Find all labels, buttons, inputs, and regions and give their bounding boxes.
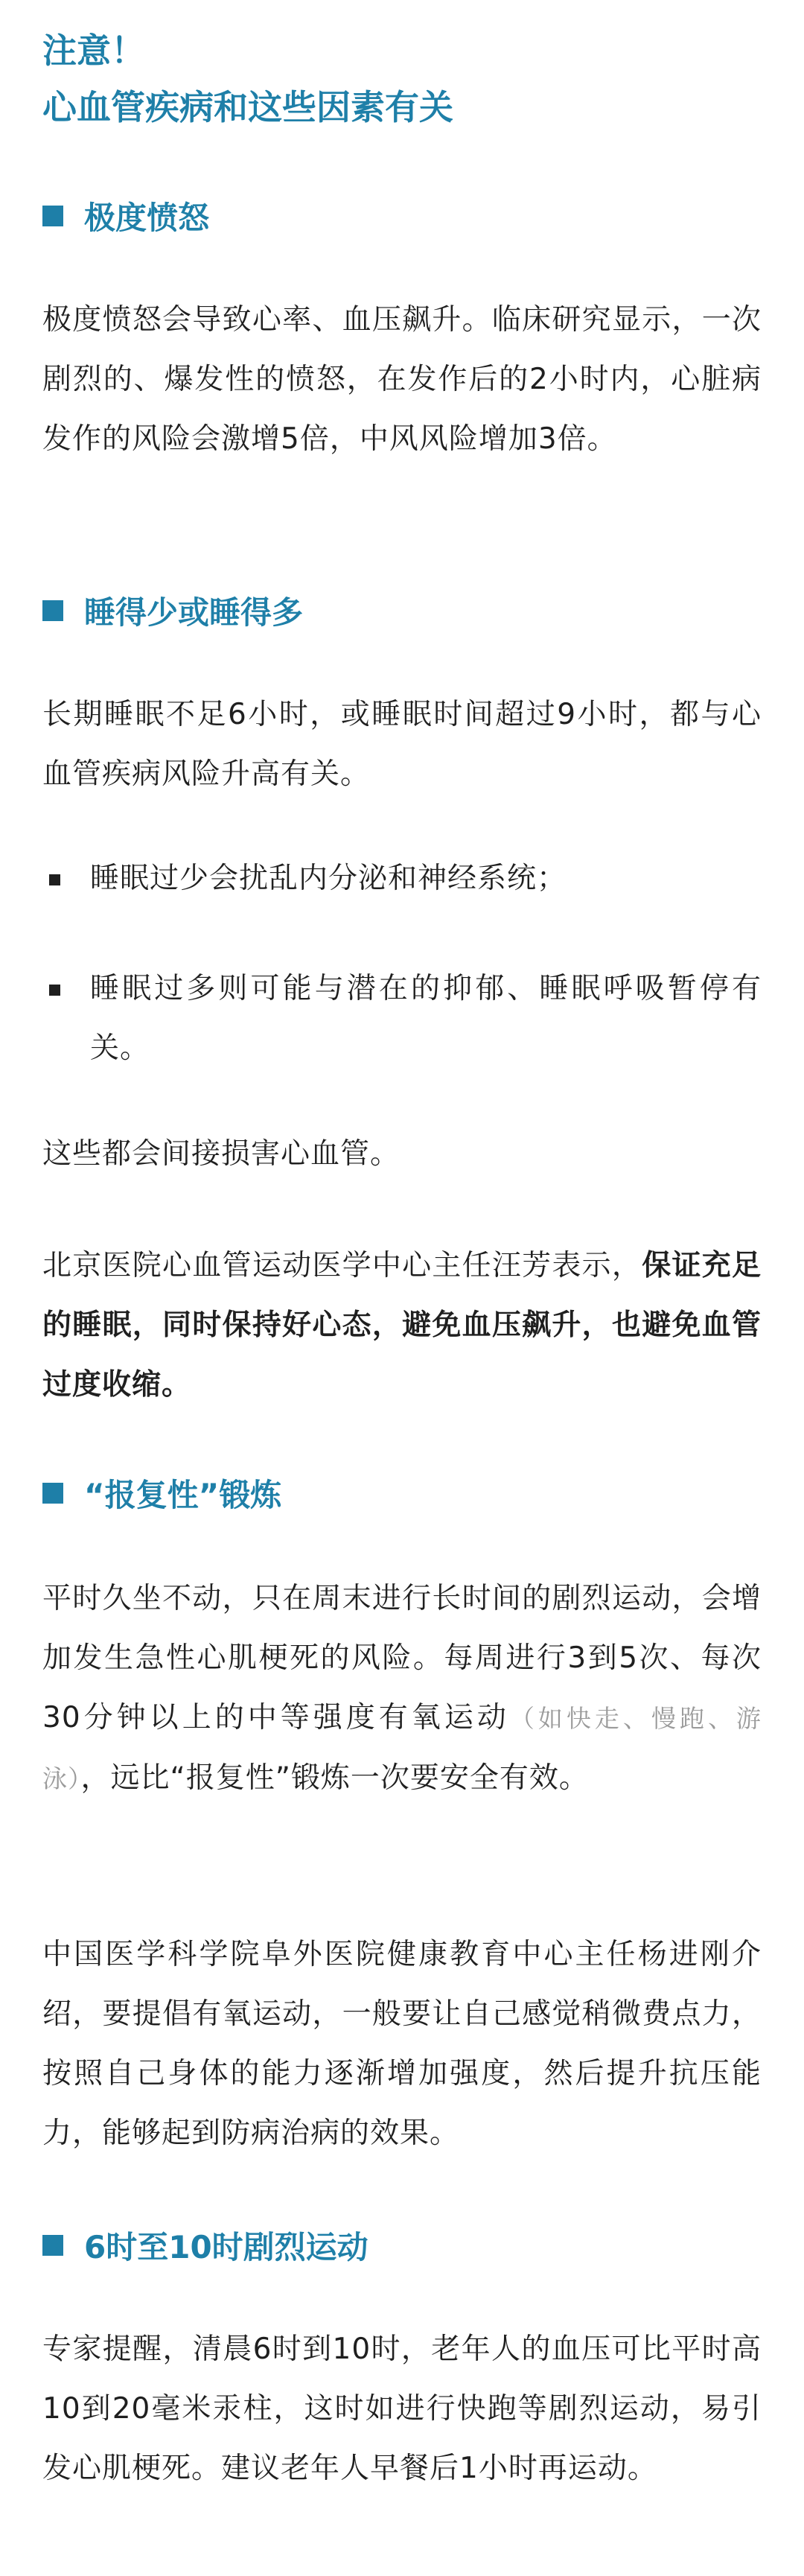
paragraph-morning-exercise: 专家提醒，清晨6时到10时，老年人的血压可比平时高10到20毫米汞柱，这时如进行快跑等剧烈运动，易引发心肌梗死。建议老年人早餐后1小时再运动。 [42,2332,762,2485]
section-heading-anger [42,194,757,238]
exercise-text-a: 平时久坐不动，只在周末进行长时间的剧烈运动，会增加发生急性心肌梗死的风险。每周进行3到5次、每次30分钟以上的中等强度有氧运动 [42,1582,762,1734]
section-heading-sleep [42,588,757,633]
paragraph-revenge-exercise [42,1569,762,1809]
heading-square-icon [42,600,63,621]
expert-bold-advice: 保证充足的睡眠，同时保持好心态，避免血压飙升，也避免血管过度收缩。 [42,1249,762,1402]
expert-intro-text: 北京医院心血管运动医学中心主任汪芳表示， [42,1249,642,1282]
heading-square-icon [42,2235,63,2256]
section-heading-text: 6时至10时剧烈运动 [84,2229,368,2265]
exercise-examples: （如快走、慢跑、游泳） [42,1704,762,1793]
list-item-text: 睡眠过多则可能与潜在的抑郁、睡眠呼吸暂停有关。 [90,972,762,1065]
paragraph-aerobic-advice: 中国医学科学院阜外医院健康教育中心主任杨进刚介绍，要提倡有氧运动，一般要让自己感觉稍微费点力，按照自己身体的能力逐渐增加强度，然后提升抗压能力，能够起到防病治病的效果。 [42,1938,762,2150]
paragraph-sleep-expert [42,1236,762,1415]
paragraph-sleep: 长期睡眠不足6小时，或睡眠时间超过9小时，都与心血管疾病风险升高有关。 [42,698,762,791]
article-title [42,22,757,136]
heading-square-icon [42,1483,63,1504]
paragraph-anger: 极度愤怒会导致心率、血压飙升。临床研究显示，一次剧烈的、爆发性的愤怒，在发作后的2小时内，心脏病发作的风险会激增5倍，中风风险增加3倍。 [42,303,762,456]
list-item-text: 睡眠过少会扰乱内分泌和神经系统； [90,862,567,895]
heading-square-icon [42,206,63,226]
section-heading-text: “报复性”锻炼 [84,1477,282,1513]
bullet-square-icon [49,874,60,885]
section-heading-morning-exercise [42,2223,757,2268]
bullet-square-icon [49,985,60,996]
section-heading-revenge-exercise [42,1471,757,1516]
section-heading-text: 睡得少或睡得多 [84,594,304,631]
section-heading-text: 极度愤怒 [84,200,210,236]
list-item [42,849,762,909]
title-line-2: 心血管疾病和这些因素有关 [42,87,453,127]
title-line-1: 注意！ [42,31,145,71]
exercise-text-b: ，远比“报复性”锻炼一次要安全有效。 [80,1761,589,1795]
paragraph-sleep-2: 这些都会间接损害心血管。 [42,1137,401,1171]
list-item [42,959,762,1078]
